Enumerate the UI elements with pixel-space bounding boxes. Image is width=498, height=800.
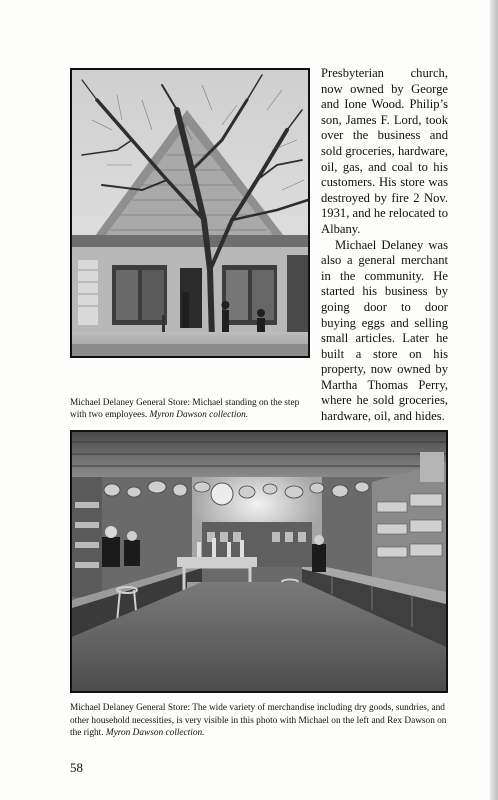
bottom-caption-credit: Myron Dawson collection. xyxy=(105,728,205,738)
top-caption-text: Michael Delaney General Store: Michael standing on the step with two employees. xyxy=(70,398,300,420)
bottom-caption-text: Michael Delaney General Store: The wide variety of merchandise including dry goods, sundries, and other household necessities, is very visible in this photo with Michael on the left and Rex Dawson on the right. xyxy=(70,703,447,738)
top-photo-caption xyxy=(70,397,315,421)
page-number: 58 xyxy=(70,760,83,775)
body-paragraph-2: Michael Delaney was also a general merchant in the community. He started his business by going door to door buying eggs and selling small articles. Later he built a store on his property, now owned by Martha Thomas Perry, where he sold groceries, hardware, oil, and hides. xyxy=(321,237,448,424)
store-interior-photo xyxy=(70,430,448,693)
body-paragraph-1: Presbyterian church, now owned by George and Ione Wood. Philip’s son, James F. Lord, took over the business and sold groceries, hardware, oil, gas, and coal to his customers. His store was destroyed by fire 2 Nov. 1931, and he relocated to Albany. xyxy=(321,66,448,236)
body-column xyxy=(321,66,448,425)
store-exterior-photo xyxy=(70,68,310,358)
top-caption-credit: Myron Dawson collection. xyxy=(149,410,249,420)
store-interior-illustration xyxy=(72,432,446,691)
page-edge-shadow xyxy=(490,0,498,800)
bottom-photo-caption xyxy=(70,702,450,740)
store-exterior-illustration xyxy=(72,70,308,356)
